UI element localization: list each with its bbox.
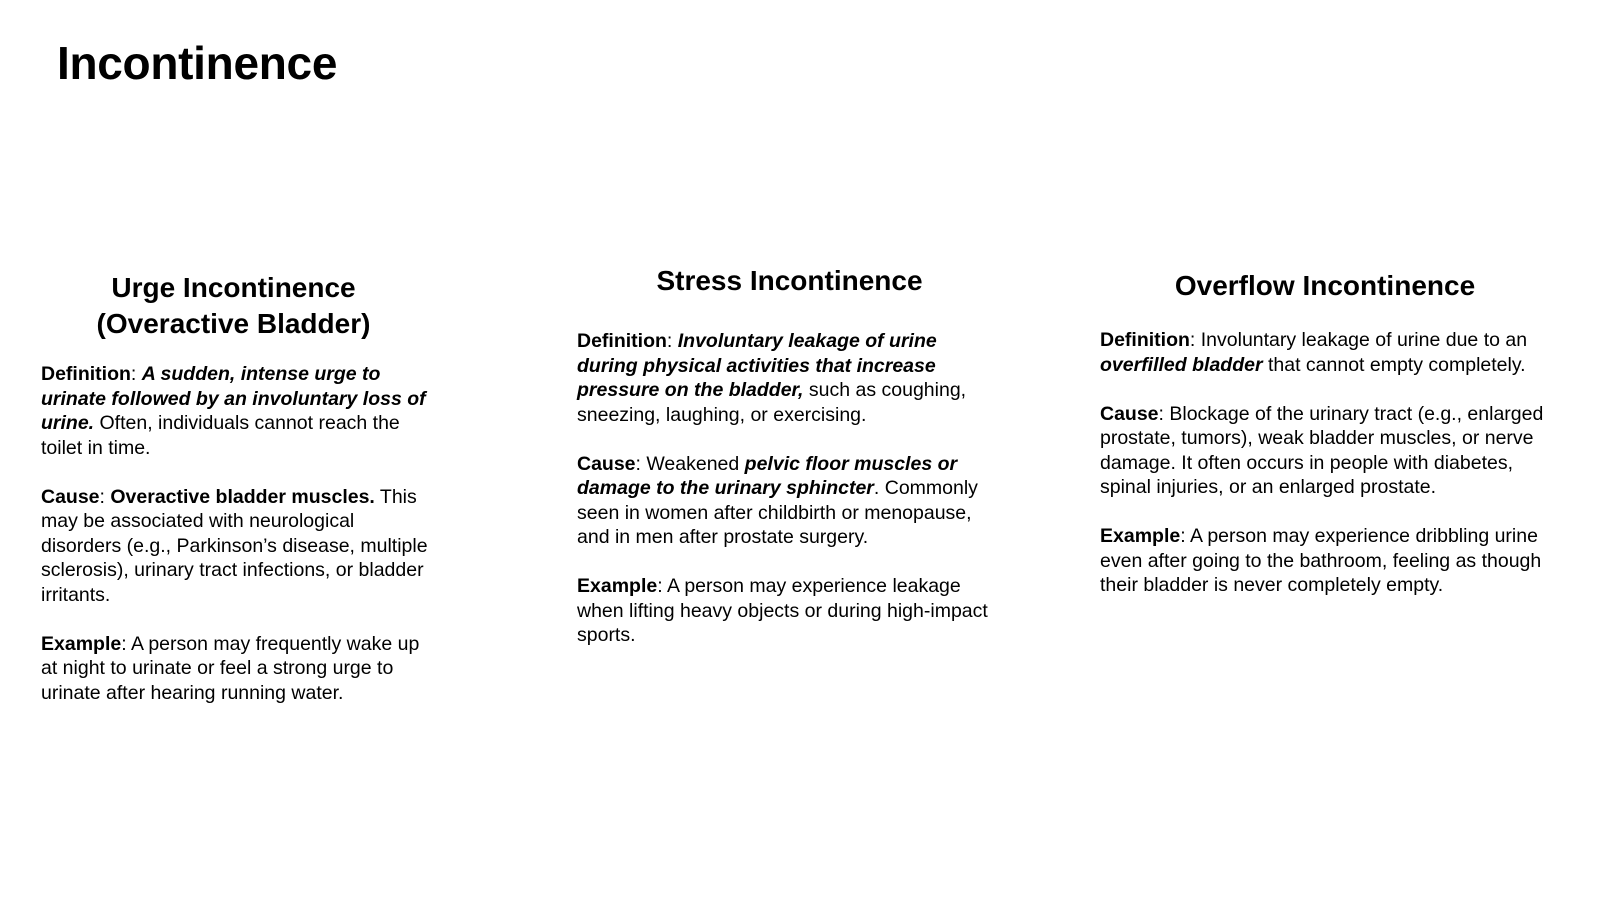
stress-incontinence-column: [577, 263, 1002, 648]
overflow-definition-emphasis: overfilled bladder: [1100, 353, 1263, 376]
overflow-example: [1100, 524, 1550, 598]
overflow-incontinence-column: [1100, 268, 1550, 598]
overflow-cause-rest: Blockage of the urinary tract (e.g., enlarged prostate, tumors), weak bladder muscles, or nerve damage. It often occurs in people with diabetes, spinal injuries, or an enlarged prostate.: [1100, 402, 1544, 498]
urge-example-label: Example: [41, 632, 122, 655]
overflow-incontinence-heading: Overflow Incontinence: [1174, 270, 1476, 301]
urge-heading-line2: (Overactive Bladder): [96, 308, 371, 339]
overflow-example-label: Example: [1100, 525, 1181, 547]
urge-cause: [41, 485, 436, 608]
urge-example: [41, 632, 436, 706]
overflow-cause-sep: :: [1158, 402, 1170, 425]
urge-example-rest: A person may frequently wake up at night to urinate or feel a strong urge to urinate after hearing running water.: [41, 632, 420, 704]
overflow-definition-sep: :: [1189, 329, 1201, 351]
urge-definition-rest: Often, individuals cannot reach the toilet in time.: [41, 412, 400, 459]
stress-definition-sep: :: [666, 330, 678, 352]
stress-cause-pre: Weakened: [646, 452, 745, 475]
overflow-cause-label: Cause: [1100, 402, 1159, 425]
urge-heading-line1: Urge Incontinence: [111, 272, 356, 303]
urge-definition-label: Definition: [41, 363, 131, 385]
stress-cause-sep: :: [635, 452, 647, 475]
page-title: Incontinence: [57, 37, 338, 89]
stress-example: [577, 574, 1002, 648]
urge-cause-sep: :: [99, 485, 111, 508]
urge-definition-emphasis: A sudden, intense urge to urinate followed by an involuntary loss of urine.: [41, 363, 426, 434]
urge-incontinence-heading: [31, 270, 436, 342]
stress-definition-emphasis: Involuntary leakage of urine during physical activities that increase pressure on the bladder,: [577, 330, 937, 401]
urge-example-sep: :: [121, 632, 131, 655]
stress-cause-label: Cause: [577, 452, 636, 475]
stress-definition: [577, 329, 1002, 427]
stress-incontinence-heading: Stress Incontinence: [656, 265, 923, 296]
overflow-definition-label: Definition: [1100, 329, 1190, 351]
urge-cause-rest: This may be associated with neurological disorders (e.g., Parkinson’s disease, multiple sclerosis), urinary tract infections, or bladder irritants.: [41, 485, 428, 606]
urge-cause-bold: Overactive bladder muscles.: [110, 485, 375, 508]
overflow-cause: [1100, 402, 1550, 500]
overflow-definition: [1100, 328, 1550, 377]
overflow-definition-rest: that cannot empty completely.: [1262, 353, 1526, 376]
stress-cause-rest: . Commonly seen in women after childbirth or menopause, and in men after prostate surgery.: [577, 477, 978, 548]
urge-cause-label: Cause: [41, 485, 100, 508]
stress-cause-emphasis: pelvic floor muscles or damage to the urinary sphincter: [577, 452, 958, 499]
stress-cause: [577, 452, 1002, 550]
overflow-example-rest: A person may experience dribbling urine even after going to the bathroom, feeling as though their bladder is never completely empty.: [1100, 525, 1542, 596]
overflow-definition-pre: Involuntary leakage of urine due to an: [1200, 329, 1528, 351]
stress-example-sep: :: [657, 575, 667, 597]
urge-definition-sep: :: [130, 363, 142, 385]
stress-definition-label: Definition: [577, 330, 667, 352]
urge-definition: [41, 362, 436, 460]
stress-example-label: Example: [577, 575, 658, 597]
stress-example-rest: A person may experience leakage when lifting heavy objects or during high-impact sports.: [577, 575, 988, 646]
urge-incontinence-column: [41, 270, 436, 705]
overflow-example-sep: :: [1180, 525, 1190, 547]
stress-definition-rest: such as coughing, sneezing, laughing, or exercising.: [577, 379, 967, 426]
